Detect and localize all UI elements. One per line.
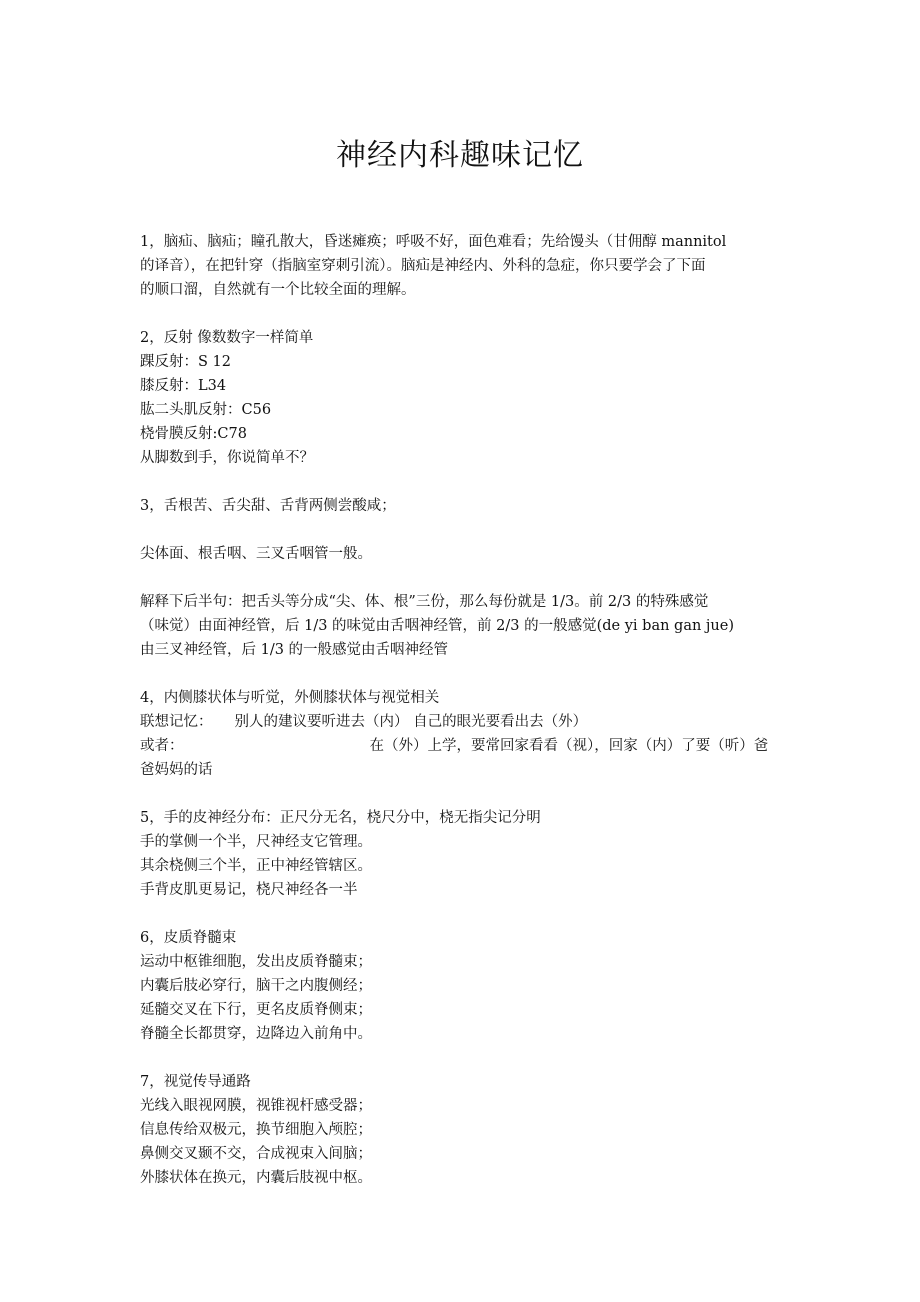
section-heading: 5，手的皮神经分布：正尺分无名，桡尺分中，桡无指尖记分明 bbox=[140, 810, 541, 826]
paragraph-line: 运动中枢锥细胞，发出皮质脊髓束； bbox=[140, 954, 372, 970]
section-2-reflexes bbox=[140, 326, 790, 470]
section-4-geniculate bbox=[140, 686, 790, 782]
paragraph-line: 桡骨膜反射:C78 bbox=[140, 426, 247, 442]
paragraph-line: 的译音），在把针穿（指脑室穿刺引流）。脑疝是神经内、外科的急症，你只要学会了下面 bbox=[140, 258, 706, 274]
paragraph-line bbox=[140, 710, 790, 734]
section-heading: 6，皮质脊髓束 bbox=[140, 930, 237, 946]
section-heading: 3，舌根苦、舌尖甜、舌背两侧尝酸咸； bbox=[140, 498, 396, 514]
blank-line bbox=[140, 302, 790, 326]
paragraph-line: 脊髓全长都贯穿，边降边入前角中。 bbox=[140, 1026, 372, 1042]
section-heading: 4，内侧膝状体与听觉，外侧膝状体与视觉相关 bbox=[140, 690, 440, 706]
paragraph-line: 膝反射：L34 bbox=[140, 378, 227, 394]
section-heading: 2，反射 像数数字一样简单 bbox=[140, 330, 314, 346]
paragraph-line: 手的掌侧一个半，尺神经支它管理。 bbox=[140, 834, 372, 850]
section-7-visual-pathway bbox=[140, 1070, 790, 1190]
paragraph-line: 尖体面、根舌咽、三叉舌咽管一般。 bbox=[140, 546, 372, 562]
paragraph-line: 爸妈妈的话 bbox=[140, 762, 213, 778]
blank-line bbox=[140, 782, 790, 806]
paragraph-line: 手背皮肌更易记，桡尺神经各一半 bbox=[140, 882, 358, 898]
blank-line bbox=[140, 1046, 790, 1070]
line-label: 联想记忆： bbox=[140, 714, 213, 730]
document-title: 神经内科趣味记忆 bbox=[336, 138, 584, 173]
paragraph-line: 肱二头肌反射：C56 bbox=[140, 402, 272, 418]
paragraph-line: 鼻侧交叉颞不交，合成视束入间脑； bbox=[140, 1146, 372, 1162]
line-text: 别人的建议要听进去（内） 自己的眼光要看出去（外） bbox=[234, 714, 588, 730]
line-text: 在（外）上学，要常回家看看（视），回家（内）了要（听）爸 bbox=[369, 738, 769, 754]
paragraph-line: 1，脑疝、脑疝；瞳孔散大，昏迷瘫痪；呼吸不好，面色难看；先给馒头（甘佣醇 mannitol bbox=[140, 234, 727, 250]
blank-line bbox=[140, 470, 790, 494]
paragraph-line: 解释下后半句：把舌头等分成“尖、体、根”三份，那么每份就是 1/3。前 2/3 的特殊感觉 bbox=[140, 594, 709, 610]
section-3-tongue bbox=[140, 494, 790, 662]
paragraph-line: 外膝状体在换元，内囊后肢视中枢。 bbox=[140, 1170, 372, 1186]
blank-line bbox=[140, 566, 790, 590]
paragraph-line: 光线入眼视网膜，视锥视杆感受器； bbox=[140, 1098, 372, 1114]
line-label: 或者： bbox=[140, 738, 184, 754]
section-6-corticospinal bbox=[140, 926, 790, 1046]
paragraph-line: 从脚数到手，你说简单不？ bbox=[140, 450, 314, 466]
blank-line bbox=[140, 662, 790, 686]
paragraph-line: 其余桡侧三个半，正中神经管辖区。 bbox=[140, 858, 372, 874]
paragraph-line: （味觉）由面神经管，后 1/3 的味觉由舌咽神经管，前 2/3 的一般感觉(de yi ban gan jue) bbox=[140, 618, 734, 634]
paragraph-line: 延髓交叉在下行，更名皮质脊侧束； bbox=[140, 1002, 372, 1018]
paragraph-line: 的顺口溜，自然就有一个比较全面的理解。 bbox=[140, 282, 416, 298]
paragraph-line bbox=[140, 734, 790, 758]
paragraph-line: 信息传给双极元，换节细胞入颅腔； bbox=[140, 1122, 372, 1138]
section-1-brain-hernia bbox=[140, 230, 790, 302]
blank-line bbox=[140, 902, 790, 926]
paragraph-line: 由三叉神经管，后 1/3 的一般感觉由舌咽神经管 bbox=[140, 642, 449, 658]
document-body bbox=[140, 230, 790, 1190]
section-heading: 7，视觉传导通路 bbox=[140, 1074, 251, 1090]
blank-line bbox=[140, 518, 790, 542]
section-5-hand-nerves bbox=[140, 806, 790, 902]
paragraph-line: 内囊后肢必穿行，脑干之内腹侧经； bbox=[140, 978, 372, 994]
paragraph-line: 踝反射：S 12 bbox=[140, 354, 231, 370]
